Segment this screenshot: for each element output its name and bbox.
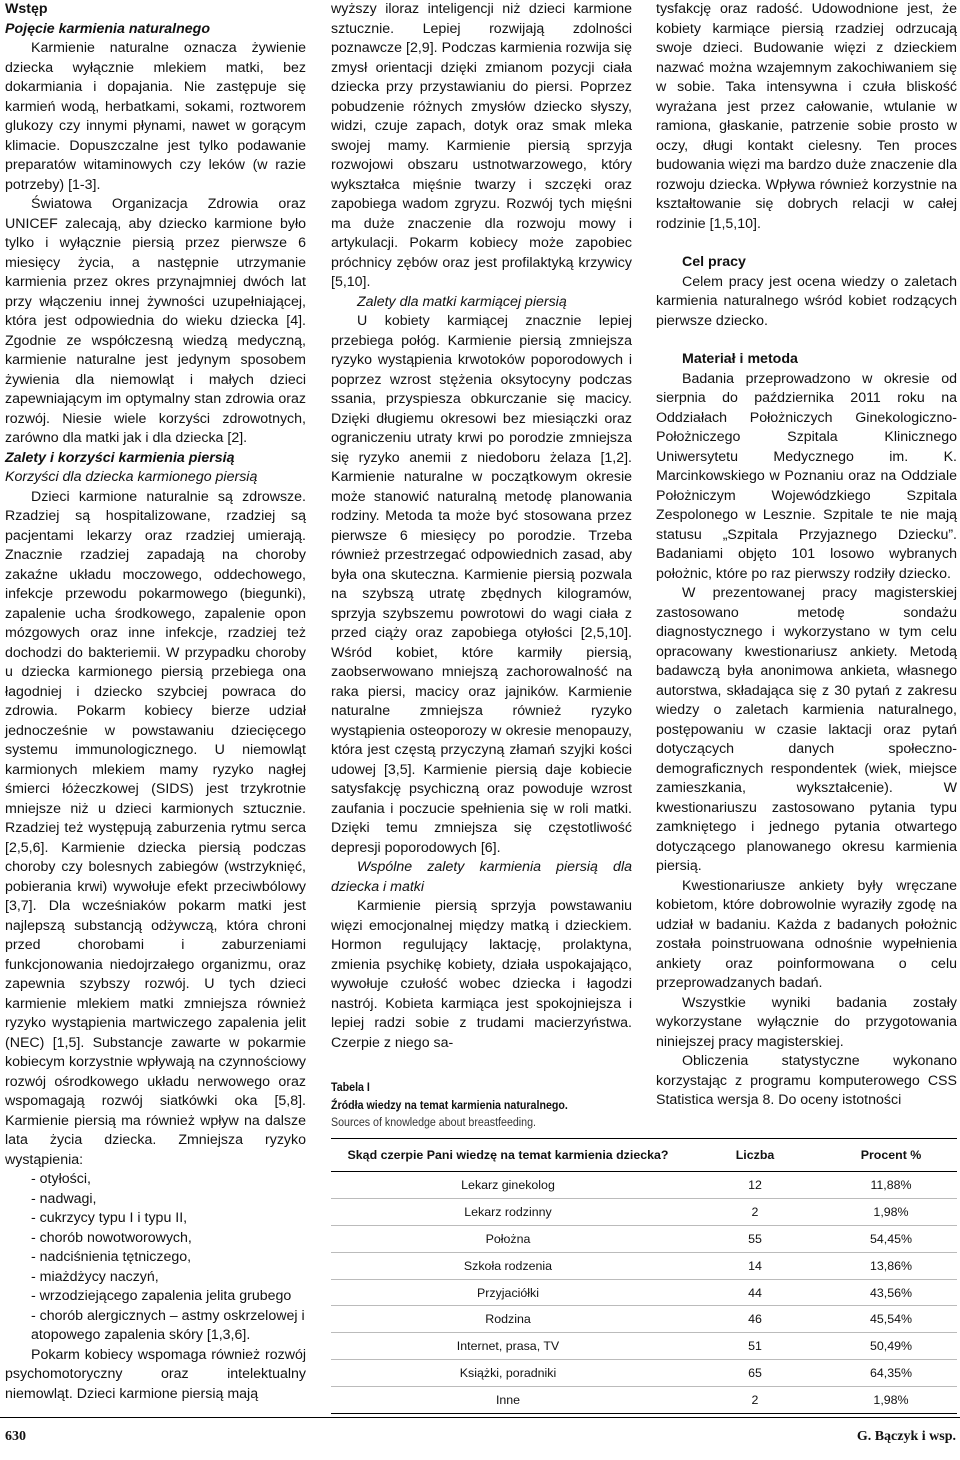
- table-row: [331, 1172, 957, 1199]
- cell-percent: 13,86%: [825, 1252, 957, 1279]
- cell-source: Książki, poradniki: [331, 1360, 685, 1387]
- paragraph: Wszystkie wyniki badania zostały wykorzystane wyłącznie do przygotowania niniejszej pracy magisterskiej.: [656, 994, 957, 1050]
- paragraph: Wstęp: [5, 1, 48, 17]
- paragraph: Obliczenia statystyczne wykonano korzystając z programu komputerowego CSS Statistica wersja 8. Do oceny istotności: [656, 1053, 957, 1108]
- paragraph-spacer: [656, 234, 957, 253]
- table-row: [331, 1360, 957, 1387]
- paragraph: U kobiety karmiącej znacznie lepiej przebiega połóg. Karmienie piersią zmniejsza ryzyko wystąpienia krwotoków poporodowych i poprzez wzrost stężenia oksytocyny podczas ssania, przyspiesza obkurczanie się macicy. Dzięki długiemu okresowi bez miesiączki oraz ograniczeniu utraty krwi po porodzie zmniejsza się ryzyko anemii z niedoboru żelaza [1,2]. Karmienie naturalne w początkowym okresie może stanowić naturalną metodę planowania rodziny. Metoda ta może być stosowana przez pierwsze 6 miesięcy po porodzie. Trzeba również przestrzegać odpowiednich zasad, aby była ona skuteczna. Karmienie piersią pozwala na szybszą utratę zbędnych kilogramów, sprzyja szybszemu powrotowi do wagi ciała z przed ciąży oraz zapobiega otyłości [2,5,10]. Wśród kobiet, które karmiły piersią, zaobserwowano mniejszą zachorowalność na raka piersi, macicy oraz jajników. Karmienie naturalne zmniejsza również ryzyko wystąpienia osteoporozy w okresie menopauzy, która jest częstą przyczyną złamań szyjki kości udowej [3,5]. Karmienie piersią daje kobiecie satysfakcję psychiczną oraz powoduje wzrost zaufania i poczucie spełnienia się w roli matki. Dzięki temu zmniejsza się częstotliwość depresji poporodowych [6].: [331, 313, 632, 856]
- cell-percent: 64,35%: [825, 1360, 957, 1387]
- cell-count: 2: [685, 1198, 825, 1225]
- paragraph: - chorób nowotworowych,: [31, 1229, 192, 1246]
- page-number: 630: [5, 1429, 26, 1444]
- paragraph: Badania przeprowadzono w okresie od sierpnia do października 2011 roku na Oddziałach Położniczych Ginekologiczno-Położniczego Szpitala Klinicznego Uniwersytetu Medycznego im. K. Marcinkowskiego w Poznaniu oraz na Oddziale Położniczym Wojewódzkiego Szpitala Zespolonego w Lesznie. Szpitale te nie mają statusu „Szpitala Przyjaznego Dziecku”. Badaniami objęto 101 losowo wybranych położnic, które po raz pierwszy rodziły dziecko.: [656, 370, 957, 582]
- table-row: [331, 1306, 957, 1333]
- running-authors: G. Bączyk i wsp.: [856, 1429, 956, 1444]
- cell-count: 55: [685, 1225, 825, 1252]
- table-row: [331, 1279, 957, 1306]
- cell-source: Lekarz rodzinny: [331, 1198, 685, 1225]
- paragraph: - nadwagi,: [31, 1190, 97, 1207]
- header-count: Liczba: [685, 1139, 825, 1172]
- paragraph: tysfakcję oraz radość. Udowodnione jest, że kobiety karmiące piersią rzadziej odrzucają swoje dzieci. Budowanie więzi z dzieckiem nazwać można wzajemnym zakochiwaniem się w sobie. Taka intensywna i czuła bliskość wyrażana jest przez całowanie, wtulanie w ramiona, głaskanie, patrzenie sobie prosto w oczy, długi kontakt cielesny. Ten proces budowania więzi ma bardzo duże znaczenie dla rozwoju dziecka. Wpływa również korzystnie na kształtowanie się dobrych relacji w całej rodzinie [1,5,10].: [656, 1, 957, 232]
- table-caption: [331, 1078, 623, 1131]
- sources-table: [331, 1138, 957, 1414]
- paragraph: Karmienie piersią sprzyja powstawaniu więzi emocjonalnej między matką i dzieckiem. Hormon regulujący laktację, prolaktyna, zmienia psychikę kobiety, działa uspokajająco, wywołuje czułość wobec dziecka i łagodzi nastrój. Kobieta karmiąca jest spokojniejsza i lepiej radzi sobie z trudami macierzyństwa. Czerpie z niego sa-: [331, 898, 632, 1051]
- paragraph: W prezentowanej pracy magisterskiej zastosowano metodę sondażu diagnostycznego i wykorzystano w tym celu opracowany kwestionariusz ankiety. Metodą badawczą była anonimowa ankieta, własnego autorstwa, składająca się z 30 pytań z zakresu wiedzy o zaletach karmienia naturalnego, postępowaniu w czasie laktacji oraz pytań dotyczących danych społeczno-demograficznych respondentek (wiek, miejsce zamieszkania, wykształcenie). W kwestionariuszu zastosowano pytania typu zamkniętego i jednego pytania otwartego dotyczącego planowanego okresu karmienia piersią.: [656, 585, 957, 874]
- cell-percent: 54,45%: [825, 1225, 957, 1252]
- paragraph: Dzieci karmione naturalnie są zdrowsze. Rzadziej są hospitalizowane, rzadziej są pacjentami lekarzy oraz rzadziej umierają. Znacznie rzadziej zapadają na choroby zakaźne układu moczowego, oddechowego, infekcje przewodu pokarmowego (biegunki), zapalenie ucha środkowego, zapalenie opon mózgowych oraz inne infekcje, rzadziej też dochodzi do bakteriemii. W przypadku choroby u dziecka karmionego piersią przebiega ona łagodniej i dziecko szybciej powraca do zdrowia. Pokarm kobiecy bierze udział jednocześnie w powstawaniu dziecięcego systemu immunologicznego. U niemowląt karmionych mlekiem mamy ryzyko nagłej śmierci łóżeczkowej (SIDS) jest trzykrotnie mniejsze niż u dzieci karmionych sztucznie. Rzadziej też występują zaburzenia rytmu serca [2,5,6]. Karmienie dziecka piersią podczas choroby czy bolesnych zabiegów (wstrzyknięć, pobierania krwi) wywołuje efekt przeciwbólowy [3,7]. Dla wcześniaków pokarm matki jest najlepszą substancją odżywczą, która chroni przed chorobami i zaburzeniami funkcjonowania niedojrzałego organizmu, oraz zapewnia szybszy rozwój. U tych dzieci karmienie mlekiem matki zmniejsza również ryzyko wystąpienia martwiczego zapalenia jelit (NEC) [1,5]. Substancje zawarte w pokarmie kobiecym korzystnie wpływają na czynnościowy rozwój ośrodkowego układu nerwowego oraz wspomagają rozwój siatkówki oka [5,8]. Karmienie piersią ma również wpływ na dalsze lata życia dziecka. Zmniejsza ryzyko wystąpienia:: [5, 488, 306, 1168]
- cell-count: 12: [685, 1172, 825, 1199]
- table-row: [331, 1387, 957, 1414]
- paragraph: Wspólne zalety karmienia piersią dla dziecka i matki: [331, 859, 632, 895]
- cell-source: Położna: [331, 1225, 685, 1252]
- paragraph: Pojęcie karmienia naturalnego: [5, 20, 211, 37]
- header-percent: Procent %: [825, 1139, 957, 1172]
- cell-percent: 1,98%: [825, 1198, 957, 1225]
- text-column-middle: [331, 0, 632, 1053]
- paragraph: Zalety i korzyści karmienia piersią: [5, 449, 235, 466]
- table-row: [331, 1225, 957, 1252]
- paragraph: Korzyści dla dziecka karmionego piersią: [5, 469, 258, 485]
- cell-source: Szkoła rodzenia: [331, 1252, 685, 1279]
- paragraph: wyższy iloraz inteligencji niż dzieci karmione sztucznie. Lepiej rozwijają zdolności poznawcze [2,9]. Podczas karmienia rozwija się zmysł orientacji dzięki zmianom pozycji ciała dziecka przy przystawianiu do piersi. Poprzez pobudzenie różnych zmysłów dziecko słyszy, widzi, czuje zapach, dotyk oraz smak mleka swojej mamy. Karmienie piersią sprzyja rozwojowi obszaru ustnotwarzowego, który wykształca mięśnie twarzy i szczęki oraz zapobiega wadom zgryzu. Rozwój tych mięśni ma duże znaczenie dla rozwoju mowy i artykulacji. Pokarm kobiecy może zapobiec próchnicy zębów oraz jest profilaktyką krzywicy [5,10].: [331, 1, 632, 290]
- table-subtitle: Sources of knowledge about breastfeeding.: [331, 1115, 536, 1129]
- table-row: [331, 1252, 957, 1279]
- cell-source: Lekarz ginekolog: [331, 1172, 685, 1199]
- cell-count: 14: [685, 1252, 825, 1279]
- cell-percent: 50,49%: [825, 1333, 957, 1360]
- text-column-right: [656, 0, 957, 1111]
- cell-count: 46: [685, 1306, 825, 1333]
- table-row: [331, 1333, 957, 1360]
- paragraph: Światowa Organizacja Zdrowia oraz UNICEF zalecają, aby dziecko karmione było tylko i wyłącznie piersią przez pierwsze 6 miesięcy życia, a następnie utrzymanie karmienia przez okres przynajmniej dwóch lat przy włączeniu innej żywności uzupełniającej, która jest odpowiednia do wieku dziecka [4]. Zgodnie ze współczesną wiedzą medyczną, karmienie naturalne jest jedynym sposobem żywienia dla niemowląt i małych dzieci zapewniającym im optymalny stan zdrowia oraz rozwój. Niesie wiele korzyści zdrowotnych, zarówno dla matki jak i dla dziecka [2].: [5, 196, 306, 446]
- paragraph: Kwestionariusze ankiety były wręczane kobietom, które dobrowolnie wyraziły zgodę na udział w badaniu. Każda z badanych położnic została poinstruowana odnośnie wypełnienia ankiety oraz poinformowana o celu przeprowadzanych badań.: [656, 877, 957, 991]
- text-column-left: [5, 0, 306, 1404]
- paragraph: Materiał i metoda: [682, 351, 798, 367]
- paragraph: - chorób alergicznych – astmy oskrzelowej i atopowego zapalenia skóry [1,3,6].: [31, 1307, 305, 1343]
- cell-percent: 1,98%: [825, 1387, 957, 1414]
- footer-rule: [0, 1417, 960, 1418]
- header-source: Skąd czerpie Pani wiedzę na temat karmienia dziecka?: [331, 1139, 685, 1172]
- paragraph: Celem pracy jest ocena wiedzy o zaletach karmienia naturalnego wśród kobiet rodzących pierwsze dziecko.: [656, 273, 957, 329]
- table-header-row: [331, 1139, 957, 1172]
- paragraph: - wrzodziejącego zapalenia jelita grubego: [31, 1288, 292, 1304]
- cell-source: Przyjaciółki: [331, 1279, 685, 1306]
- cell-source: Internet, prasa, TV: [331, 1333, 685, 1360]
- cell-count: 51: [685, 1333, 825, 1360]
- cell-source: Inne: [331, 1387, 685, 1414]
- table-number: Tabela I: [331, 1080, 370, 1094]
- table-row: [331, 1198, 957, 1225]
- paragraph: Karmienie naturalne oznacza żywienie dziecka wyłącznie mlekiem matki, bez dokarmiania i dopajania. Nie zastępuje się karmień wodą, herbatkami, sokami, roztworem glukozy czy innymi płynami, nawet w gorącym klimacie. Dopuszczalne jest tylko podawanie preparatów witaminowych czy leków (w razie potrzeby) [1-3].: [5, 40, 306, 193]
- paragraph: - otyłości,: [31, 1171, 91, 1187]
- cell-count: 65: [685, 1360, 825, 1387]
- paragraph: Cel pracy: [682, 254, 746, 270]
- cell-source: Rodzina: [331, 1306, 685, 1333]
- paragraph: Zalety dla matki karmiącej piersią: [357, 293, 567, 310]
- paragraph: Pokarm kobiecy wspomaga również rozwój psychomotoryczny oraz intelektualny niemowląt. Dzieci karmione piersią mają: [5, 1346, 306, 1402]
- cell-count: 44: [685, 1279, 825, 1306]
- paragraph-spacer: [656, 331, 957, 350]
- cell-percent: 45,54%: [825, 1306, 957, 1333]
- cell-count: 2: [685, 1387, 825, 1414]
- paragraph: - nadciśnienia tętniczego,: [31, 1249, 192, 1265]
- table-title: Źródła wiedzy na temat karmienia naturalnego.: [331, 1098, 568, 1112]
- cell-percent: 11,88%: [825, 1172, 957, 1199]
- paragraph: - cukrzycy typu I i typu II,: [31, 1210, 188, 1226]
- cell-percent: 43,56%: [825, 1279, 957, 1306]
- paragraph: - miażdżycy naczyń,: [31, 1268, 159, 1285]
